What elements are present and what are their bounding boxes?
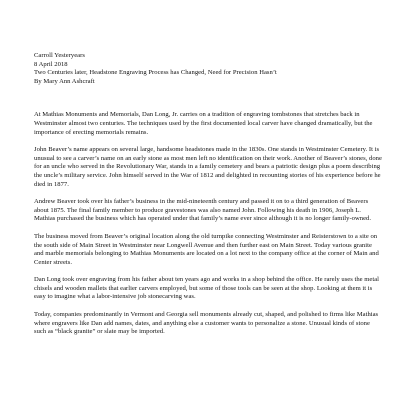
- article-paragraph: At Mathias Monuments and Memorials, Dan Long, Jr. carries on a tradition of engraving tombstones that stretches back in Westminster almost two centuries. The techniques used by the first documented local carver have changed dramatically, but the importance of erecting memorials remains.: [34, 111, 373, 136]
- article-paragraph: The business moved from Beaver’s original location along the old turnpike connecting Westminster and Reisterstown to a site on the south side of Main Street in Westminster near Longwell Avenue and then further east on Main Street. Today various granite and marble memorials belonging to Mathias Monuments are located on a lot next to the company office at the corner of Main and Center streets.: [34, 232, 379, 266]
- article-paragraph: Dan Long took over engraving from his father about ten years ago and works in a shop behind the office. He rarely uses the metal chisels and wooden mallets that earlier carvers employed, but some of those tools can be seen at the shop. Looking at them it is easy to imagine what a labor-intensive job stonecarving was.: [34, 276, 380, 301]
- article-date: 8 April 2018: [34, 60, 68, 68]
- article-page: [34, 52, 382, 346]
- publication-name: Carroll Yesteryears: [34, 52, 85, 59]
- article-paragraph: Andrew Beaver took over his father’s business in the mid-nineteenth century and passed it on to a third generation of Beavers about 1875. The final family member to produce gravestones was also named John. Following his death in 1906, Joseph L. Mathias purchased the business which has operated under that family’s name ever since although it is no longer family-owned.: [34, 198, 372, 223]
- article-byline: By Mary Ann Ashcraft: [34, 77, 95, 85]
- article-paragraph: Today, companies predominantly in Vermont and Georgia sell monuments already cut, shaped, and polished to firms like Mathias where engravers like Dan add names, dates, and anything else a customer wants to personalize a stone. Unusual kinds of stone such as “black granite” or slate may be imported.: [34, 311, 379, 336]
- article-title: Two Centuries later, Headstone Engraving Process has Changed, Need for Precision Hasn’t: [34, 69, 277, 77]
- article-header: [34, 52, 382, 86]
- article-paragraph: John Beaver’s name appears on several large, handsome headstones made in the 1830s. One stands in Westminster Cemetery. It is unusual to see a carver’s name on an early stone as most men left no identification on their work. Another of Beaver’s stones, done for an uncle who served in the Revolutionary War, stands in a family cemetery and bears a patriotic design plus a poem describing the uncle’s military service. John himself served in the War of 1812 and delighted in recounting stories of his experience before he died in 1877.: [34, 146, 382, 188]
